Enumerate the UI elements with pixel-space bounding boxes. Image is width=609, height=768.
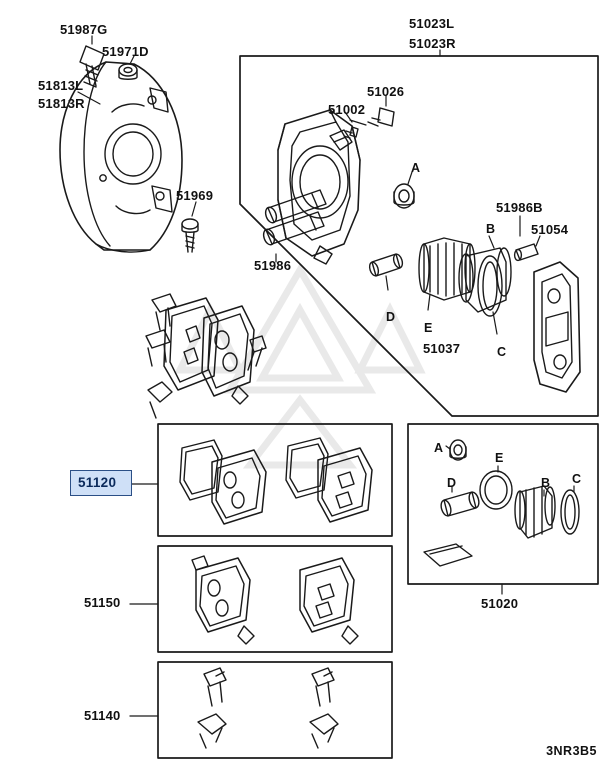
part-label-51969: 51969 [176,188,214,203]
part-label-51002: 51002 [328,102,366,117]
part-label-51813L: 51813L [38,78,84,93]
part-label-51986B: 51986B [496,200,543,215]
callout-C-caliper: C [497,345,507,359]
drawing-code: 3NR3B5 [546,744,597,758]
part-label-51971D: 51971D [102,44,149,59]
part-label-51987G: 51987G [60,22,108,37]
part-label-51020: 51020 [481,596,519,611]
part-label-51037: 51037 [423,341,461,356]
part-label-51150: 51150 [84,595,121,610]
part-label-51023L: 51023L [409,16,455,31]
part-label-51140: 51140 [84,708,121,723]
callout-E-sealkit: E [495,451,504,465]
callout-E-caliper: E [424,321,433,335]
callout-B-sealkit: B [541,476,551,490]
part-label-51026: 51026 [367,84,405,99]
callout-A-caliper: A [411,161,421,175]
part-label-51054: 51054 [531,222,569,237]
highlighted-part-51120[interactable]: 51120 [70,470,132,496]
callout-B-caliper: B [486,222,496,236]
part-label-51813R: 51813R [38,96,85,111]
callout-C-sealkit: C [572,472,582,486]
part-label-51986: 51986 [254,258,292,273]
callout-D-sealkit: D [447,476,457,490]
part-label-51023R: 51023R [409,36,456,51]
callout-D-caliper: D [386,310,396,324]
callout-A-sealkit: A [434,441,444,455]
